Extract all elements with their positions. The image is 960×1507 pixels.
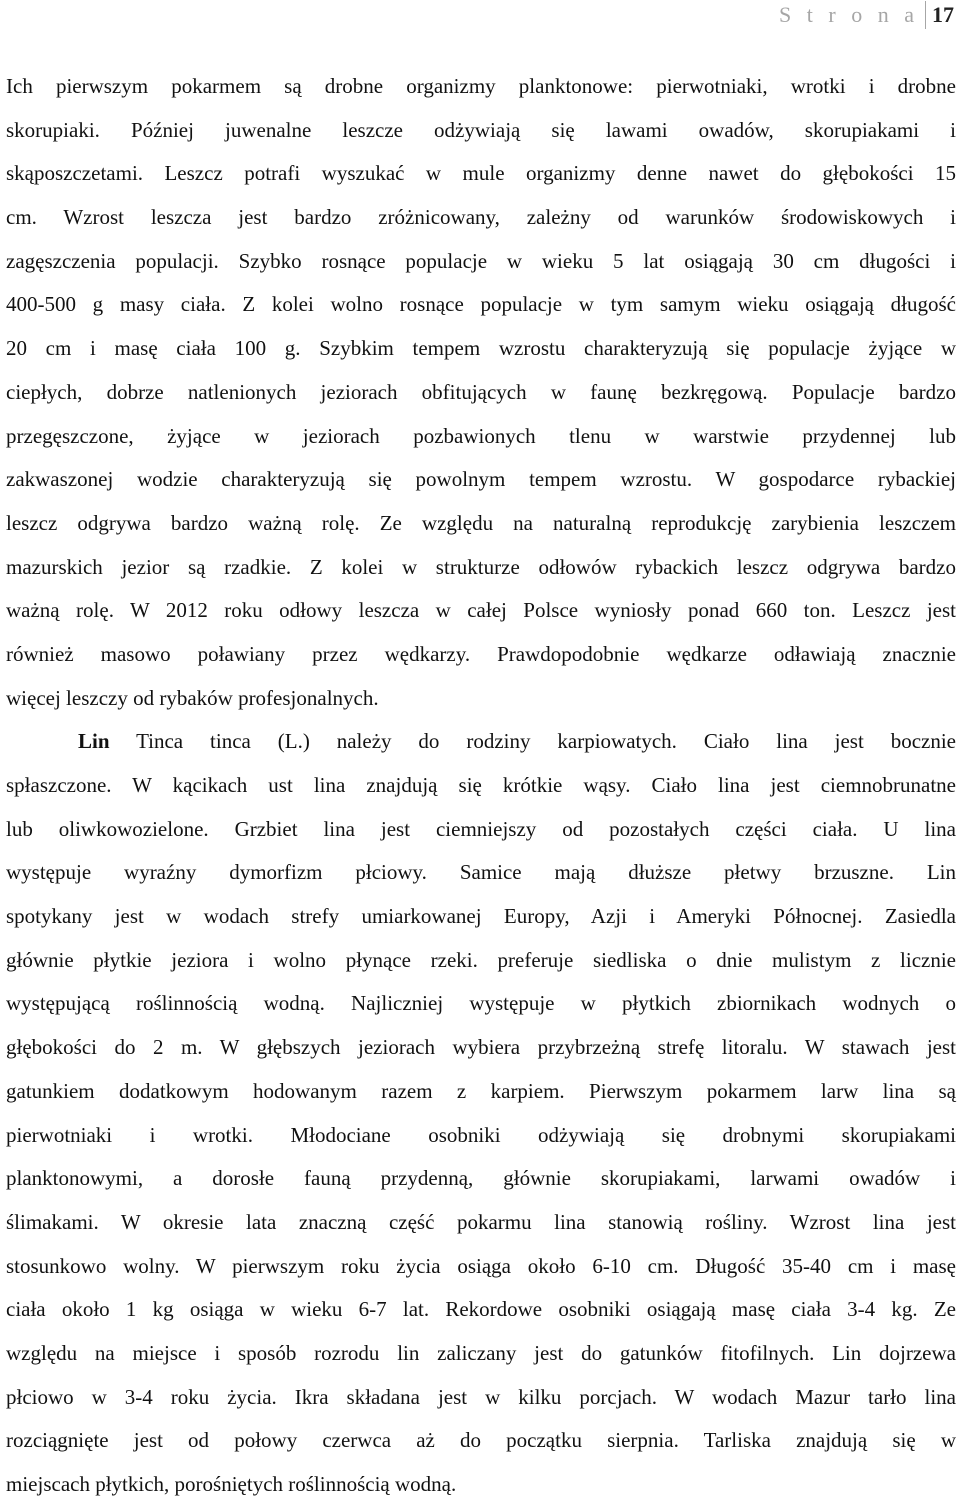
text-line: pierwotniaki i wrotki. Młodociane osobniki odżywiają się drobnymi skorupiakami: [6, 1122, 956, 1147]
text-line: skąposzczetami. Leszcz potrafi wyszukać w mule organizmy denne nawet do głębokości 15: [6, 161, 956, 186]
text-line: głównie płytkie jeziora i wolno płynące rzeki. preferuje siedliska o dnie mulistym z licznie: [6, 947, 956, 972]
page-header: [779, 0, 954, 30]
text-line: więcej leszczy od rybaków profesjonalnych.: [6, 685, 379, 710]
text-line-rest: Tinca tinca (L.) należy do rodziny karpiowatych. Ciało lina jest bocznie: [136, 729, 956, 754]
paragraph-leszcz: [6, 65, 956, 720]
text-line: 400-500 g masy ciała. Z kolei wolno rosnące populacje w tym samym wieku osiągają długość: [6, 292, 956, 317]
text-line: stosunkowo wolny. W pierwszym roku życia osiąga około 6-10 cm. Długość 35-40 cm i masę: [6, 1253, 956, 1278]
text-line: spłaszczone. W kącikach ust lina znajdują się krótkie wąsy. Ciało lina jest ciemnobrunatne: [6, 773, 956, 797]
text-line: ciała około 1 kg osiąga w wieku 6-7 lat. Rekordowe osobniki osiągają masę ciała 3-4 kg. Ze: [6, 1297, 956, 1322]
text-line: występującą roślinnością wodną. Najliczniej występuje w płytkich zbiornikach wodnych o: [6, 991, 956, 1016]
header-divider: [925, 1, 926, 29]
text-line: zagęszczenia populacji. Szybko rosnące populacje w wieku 5 lat osiągają 30 cm długości i: [6, 248, 956, 273]
text-line: zakwaszonej wodzie charakteryzują się powolnym tempem wzrostu. W gospodarce rybackiej: [6, 467, 956, 492]
page-number: 17: [932, 2, 954, 27]
text-line: spotykany jest w wodach strefy umiarkowanej Europy, Azji i Ameryki Północnej. Zasiedla: [6, 904, 956, 929]
text-line: głębokości do 2 m. W głębszych jeziorach wybiera przybrzeżną strefę litoralu. W stawach jest: [6, 1035, 956, 1060]
text-line: przegęszczone, żyjące w jeziorach pozbawionych tlenu w warstwie przydennej lub: [6, 423, 956, 448]
text-line: cm. Wzrost leszcza jest bardzo zróżnicowany, zależny od warunków środowiskowych i: [6, 205, 956, 230]
text-line: [6, 720, 956, 764]
text-line: płciowo w 3-4 roku życia. Ikra składana jest w kilku porcjach. W wodach Mazur tarło lina: [6, 1384, 956, 1409]
text-line: Ich pierwszym pokarmem są drobne organizmy planktonowe: pierwotniaki, wrotki i drobne: [6, 74, 956, 98]
species-term: Lin: [78, 729, 110, 754]
text-line: 20 cm i masę ciała 100 g. Szybkim tempem wzrostu charakteryzują się populacje żyjące w: [6, 336, 956, 361]
text-line: występuje wyraźny dymorfizm płciowy. Samice mają dłuższe płetwy brzuszne. Lin: [6, 860, 956, 885]
text-line: planktonowymi, a dorosłe fauną przydenną, głównie skorupiakami, larwami owadów i: [6, 1166, 956, 1191]
text-line: ważną rolę. W 2012 roku odłowy leszcza w całej Polsce wyniosły ponad 660 ton. Leszcz jest: [6, 598, 956, 623]
text-line: ślimakami. W okresie lata znaczną część pokarmu lina stanowią rośliny. Wzrost lina jest: [6, 1209, 956, 1234]
text-line: również masowo poławiany przez wędkarzy. Prawdopodobnie wędkarze odławiają znacznie: [6, 641, 956, 666]
text-line: ciepłych, dobrze natlenionych jeziorach obfitujących w faunę bezkręgową. Populacje bardzo: [6, 379, 956, 404]
paragraph-lin: [6, 720, 956, 1506]
text-line: leszcz odgrywa bardzo ważną rolę. Ze względu na naturalną reprodukcję zarybienia leszczem: [6, 510, 956, 535]
page-label: S t r o n a: [779, 2, 919, 27]
text-line: skorupiaki. Później juwenalne leszcze odżywiają się lawami owadów, skorupiakami i: [6, 117, 956, 142]
text-line: lub oliwkowozielone. Grzbiet lina jest ciemniejszy od pozostałych części ciała. U lina: [6, 816, 956, 841]
text-line: miejscach płytkich, porośniętych roślinnością wodną.: [6, 1472, 457, 1496]
body-text: [6, 65, 956, 1507]
text-line: względu na miejsce i sposób rozrodu lin zaliczany jest do gatunków fitofilnych. Lin dojrzewa: [6, 1340, 956, 1365]
text-line: rozciągnięte jest od połowy czerwca aż do początku sierpnia. Tarliska znajdują się w: [6, 1428, 956, 1453]
text-line: mazurskich jezior są rzadkie. Z kolei w strukturze odłowów rybackich leszcz odgrywa bardzo: [6, 554, 956, 579]
text-line: gatunkiem dodatkowym hodowanym razem z karpiem. Pierwszym pokarmem larw lina są: [6, 1078, 956, 1103]
